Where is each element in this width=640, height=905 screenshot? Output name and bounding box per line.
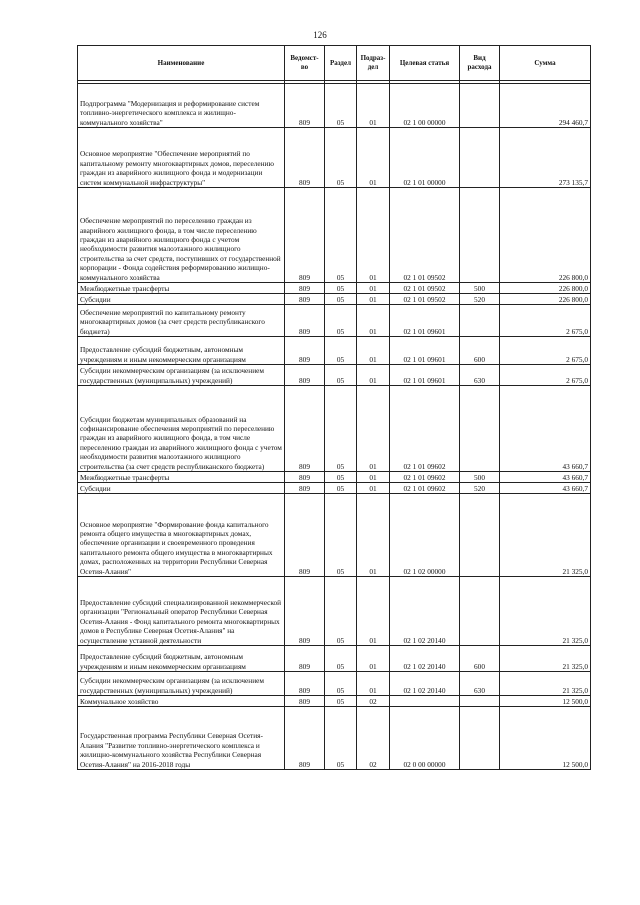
cell-dept: 809 <box>285 386 325 472</box>
cell-section: 05 <box>325 386 357 472</box>
table-row <box>78 337 591 365</box>
cell-expense <box>460 707 500 770</box>
cell-sum: 2 675,0 <box>500 337 591 365</box>
cell-section: 05 <box>325 494 357 577</box>
table-row <box>78 283 591 294</box>
table-row <box>78 672 591 696</box>
cell-name: Субсидии некоммерческим организациям (за исключением государственных (муниципальных) учреждений) <box>78 672 285 696</box>
cell-subsection: 01 <box>357 672 390 696</box>
cell-dept: 809 <box>285 483 325 494</box>
cell-dept: 809 <box>285 365 325 386</box>
table-row <box>78 305 591 337</box>
cell-sum: 294 460,7 <box>500 84 591 128</box>
cell-section: 05 <box>325 577 357 646</box>
cell-target: 02 1 01 09601 <box>390 305 460 337</box>
cell-name: Подпрограмма "Модернизация и реформирование систем топливно-энергетического комплекса и жилищно-коммунального хозяйства" <box>78 84 285 128</box>
cell-subsection: 01 <box>357 365 390 386</box>
table-header-row <box>78 46 591 81</box>
table-row <box>78 696 591 707</box>
header-name: Наименование <box>78 46 285 81</box>
cell-sum: 226 800,0 <box>500 188 591 283</box>
cell-subsection: 01 <box>357 577 390 646</box>
cell-name: Основное мероприятие "Формирование фонда капитального ремонта общего имущества в многоквартирных домах, обеспечение организации и своевременного проведения капитального ремонта общего имущества в многоквартирных домах, расположенных на территории Республики Северная Осетия-Алания" <box>78 494 285 577</box>
cell-section: 05 <box>325 188 357 283</box>
cell-section: 05 <box>325 696 357 707</box>
cell-name: Обеспечение мероприятий по капитальному ремонту многоквартирных домов (за счет средств республиканского бюджета) <box>78 305 285 337</box>
cell-dept: 809 <box>285 494 325 577</box>
cell-target: 02 1 00 00000 <box>390 84 460 128</box>
cell-name: Субсидии бюджетам муниципальных образований на софинансирование обеспечения мероприятий по переселению граждан из аварийного жилищного фонда, в том числе переселению граждан из аварийного жилищного фонда с учетом необходимости развития малоэтажного жилищного строительства (за счет средств республиканского бюджета) <box>78 386 285 472</box>
cell-dept: 809 <box>285 472 325 483</box>
cell-sum: 43 660,7 <box>500 483 591 494</box>
cell-name: Основное мероприятие "Обеспечение мероприятий по капитальному ремонту многоквартирных домов, переселению граждан из аварийного жилищного фонда и модернизации систем коммунальной инфраструктуры" <box>78 128 285 188</box>
cell-section: 05 <box>325 128 357 188</box>
cell-sum: 226 800,0 <box>500 294 591 305</box>
cell-target: 02 1 02 00000 <box>390 494 460 577</box>
cell-name: Предоставление субсидий бюджетным, автономным учреждениям и иным некоммерческим организациям <box>78 646 285 672</box>
cell-target: 02 1 01 09602 <box>390 472 460 483</box>
cell-subsection: 01 <box>357 386 390 472</box>
cell-subsection: 01 <box>357 84 390 128</box>
cell-target <box>390 696 460 707</box>
header-sum: Сумма <box>500 46 591 81</box>
cell-sum: 21 325,0 <box>500 577 591 646</box>
cell-sum: 12 500,0 <box>500 707 591 770</box>
cell-target: 02 1 01 09602 <box>390 483 460 494</box>
header-target: Целевая статья <box>390 46 460 81</box>
cell-section: 05 <box>325 707 357 770</box>
cell-dept: 809 <box>285 646 325 672</box>
cell-target: 02 1 01 09601 <box>390 337 460 365</box>
cell-name: Межбюджетные трансферты <box>78 283 285 294</box>
budget-table <box>77 45 591 770</box>
cell-dept: 809 <box>285 188 325 283</box>
cell-expense <box>460 188 500 283</box>
cell-dept: 809 <box>285 577 325 646</box>
cell-expense: 520 <box>460 483 500 494</box>
table-row <box>78 386 591 472</box>
cell-section: 05 <box>325 84 357 128</box>
cell-dept: 809 <box>285 294 325 305</box>
cell-subsection: 01 <box>357 337 390 365</box>
cell-target: 02 1 01 09601 <box>390 365 460 386</box>
cell-expense <box>460 577 500 646</box>
cell-target: 02 1 02 20140 <box>390 672 460 696</box>
cell-name: Обеспечение мероприятий по переселению граждан из аварийного жилищного фонда, в том числе переселению граждан из аварийного жилищного фонда с учетом необходимости развития малоэтажного жилищного строительства за счет средств, поступивших от государственной корпорации - Фонда содействия реформированию жилищно-коммунального хозяйства <box>78 188 285 283</box>
table-row <box>78 707 591 770</box>
cell-target: 02 1 01 09502 <box>390 294 460 305</box>
cell-name: Предоставление субсидий специализированной некоммерческой организации "Региональный оператор Республики Северная Осетия-Алания - Фонд капитального ремонта многоквартирных домов в Республике Северная Осетия-Алания" на осуществление уставной деятельности <box>78 577 285 646</box>
cell-sum: 273 135,7 <box>500 128 591 188</box>
cell-section: 05 <box>325 337 357 365</box>
cell-subsection: 01 <box>357 483 390 494</box>
table-row <box>78 365 591 386</box>
cell-expense: 600 <box>460 337 500 365</box>
cell-name: Субсидии <box>78 483 285 494</box>
cell-expense: 520 <box>460 294 500 305</box>
cell-section: 05 <box>325 472 357 483</box>
cell-dept: 809 <box>285 707 325 770</box>
cell-sum: 12 500,0 <box>500 696 591 707</box>
cell-section: 05 <box>325 283 357 294</box>
header-dept: Ведомст-во <box>285 46 325 81</box>
cell-dept: 809 <box>285 84 325 128</box>
cell-dept: 809 <box>285 696 325 707</box>
header-subsection: Подраз-дел <box>357 46 390 81</box>
cell-dept: 809 <box>285 283 325 294</box>
cell-sum: 2 675,0 <box>500 305 591 337</box>
cell-expense: 600 <box>460 646 500 672</box>
header-expense: Вид расхода <box>460 46 500 81</box>
cell-section: 05 <box>325 305 357 337</box>
cell-subsection: 01 <box>357 472 390 483</box>
cell-expense: 500 <box>460 283 500 294</box>
cell-expense: 630 <box>460 365 500 386</box>
cell-subsection: 01 <box>357 646 390 672</box>
cell-subsection: 02 <box>357 707 390 770</box>
cell-expense <box>460 494 500 577</box>
cell-name: Субсидии <box>78 294 285 305</box>
table-row <box>78 494 591 577</box>
table-row <box>78 128 591 188</box>
cell-target: 02 1 01 09502 <box>390 188 460 283</box>
cell-section: 05 <box>325 294 357 305</box>
cell-section: 05 <box>325 646 357 672</box>
cell-sum: 21 325,0 <box>500 672 591 696</box>
cell-subsection: 01 <box>357 294 390 305</box>
cell-name: Государственная программа Республики Северная Осетия-Алания "Развитие топливно-энергетического комплекса и жилищно-коммунального хозяйства Республики Северная Осетия-Алания" на 2016-2018 годы <box>78 707 285 770</box>
cell-dept: 809 <box>285 337 325 365</box>
cell-subsection: 01 <box>357 494 390 577</box>
cell-name: Межбюджетные трансферты <box>78 472 285 483</box>
cell-target: 02 0 00 00000 <box>390 707 460 770</box>
cell-expense <box>460 128 500 188</box>
cell-subsection: 01 <box>357 188 390 283</box>
table-row <box>78 188 591 283</box>
cell-target: 02 1 01 09502 <box>390 283 460 294</box>
cell-expense <box>460 386 500 472</box>
table-row <box>78 577 591 646</box>
table-row <box>78 483 591 494</box>
cell-expense <box>460 84 500 128</box>
cell-expense: 630 <box>460 672 500 696</box>
cell-section: 05 <box>325 672 357 696</box>
cell-target: 02 1 01 09602 <box>390 386 460 472</box>
cell-expense <box>460 305 500 337</box>
cell-target: 02 1 02 20140 <box>390 646 460 672</box>
cell-sum: 2 675,0 <box>500 365 591 386</box>
cell-target: 02 1 02 20140 <box>390 577 460 646</box>
table-row <box>78 472 591 483</box>
cell-subsection: 02 <box>357 696 390 707</box>
table-row <box>78 84 591 128</box>
cell-subsection: 01 <box>357 283 390 294</box>
cell-sum: 43 660,7 <box>500 472 591 483</box>
cell-dept: 809 <box>285 672 325 696</box>
cell-expense <box>460 696 500 707</box>
cell-expense: 500 <box>460 472 500 483</box>
cell-sum: 43 660,7 <box>500 386 591 472</box>
cell-subsection: 01 <box>357 305 390 337</box>
cell-sum: 21 325,0 <box>500 646 591 672</box>
cell-sum: 21 325,0 <box>500 494 591 577</box>
page-number: 126 <box>313 30 327 40</box>
cell-section: 05 <box>325 483 357 494</box>
cell-dept: 809 <box>285 128 325 188</box>
cell-section: 05 <box>325 365 357 386</box>
cell-name: Субсидии некоммерческим организациям (за исключением государственных (муниципальных) учреждений) <box>78 365 285 386</box>
table-row <box>78 294 591 305</box>
cell-subsection: 01 <box>357 128 390 188</box>
table-row <box>78 646 591 672</box>
cell-sum: 226 800,0 <box>500 283 591 294</box>
cell-name: Коммунальное хозяйство <box>78 696 285 707</box>
cell-dept: 809 <box>285 305 325 337</box>
header-section: Раздел <box>325 46 357 81</box>
cell-target: 02 1 01 00000 <box>390 128 460 188</box>
cell-name: Предоставление субсидий бюджетным, автономным учреждениям и иным некоммерческим организациям <box>78 337 285 365</box>
